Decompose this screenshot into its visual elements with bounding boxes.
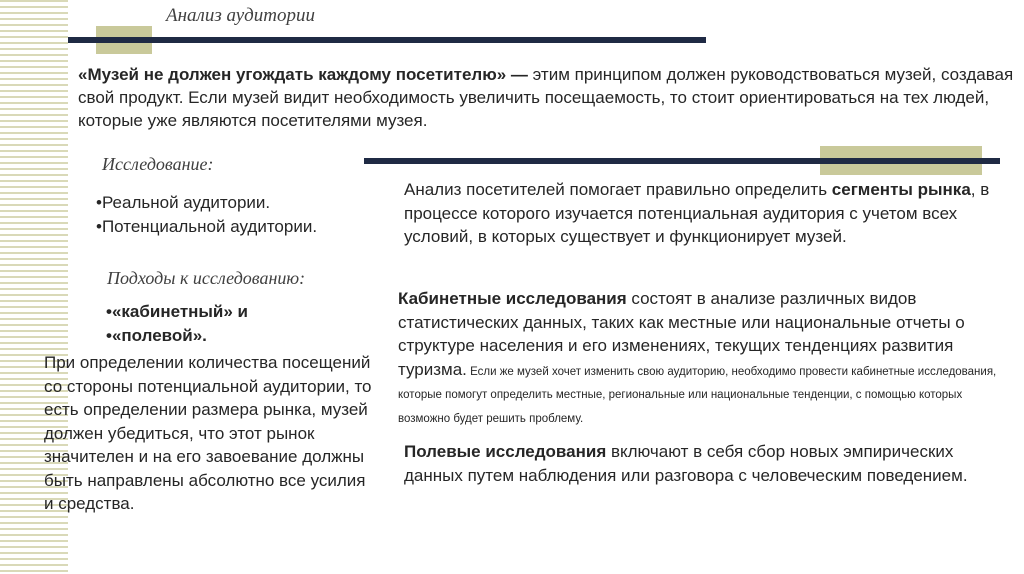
field-research-paragraph (404, 440, 994, 487)
field-research-text: включают в себя сбор новых эмпирических данных путем наблюдения или разговора с человеческим поведением. (404, 442, 968, 485)
segments-before: Анализ посетителей помогает правильно определить (404, 180, 832, 199)
desk-research-term: Кабинетные исследования (398, 289, 627, 308)
segments-after: , в процессе которого изучается потенциальная аудитория с учетом всех условий, в которых существует и функционирует музей. (404, 180, 990, 246)
desk-research-paragraph (398, 287, 998, 428)
research-heading: Исследование: (102, 154, 214, 174)
approach-item-desk: •«кабинетный» и (106, 302, 249, 321)
approaches-list (106, 300, 366, 348)
page-title: Анализ аудитории (166, 5, 315, 26)
intro-quote: «Музей не должен угождать каждому посетителю» — (78, 65, 528, 84)
divider-bar-right (364, 158, 1000, 164)
desk-research-text: состоят в анализе различных видов статистических данных, таких как местные или национальные отчеты о структуре населения и его изменениях, текущих тенденциях развития туризма. (398, 289, 965, 379)
approach-item-field: •«полевой». (106, 326, 207, 345)
market-size-paragraph: При определении количества посещений со стороны потенциальной аудитории, то есть определении размера рынка, музей должен убедиться, что этот рынок значителен и на его завоевание должны быть направлены абсолютно все усилия и средства. (44, 353, 372, 513)
research-item-potential: •Потенциальной аудитории. (96, 217, 318, 236)
approaches-heading: Подходы к исследованию: (107, 268, 306, 288)
research-list (96, 191, 376, 239)
field-research-term: Полевые исследования (404, 442, 607, 461)
intro-rest: этим принципом должен руководствоваться музей, создавая свой продукт. Если музей видит необходимость увеличить посещаемость, то стоит ориентироваться на тех людей, которые уже являются посетителями музея. (78, 65, 1014, 130)
divider-bar-top (68, 37, 706, 43)
desk-research-note: Если же музей хочет изменить свою аудиторию, необходимо провести кабинетные исследования, которые помогут определить местные, региональные или национальные тенденции, с помощью которых возможно будет решить проблему. (398, 365, 997, 425)
segments-paragraph (404, 178, 994, 249)
research-item-real: •Реальной аудитории. (96, 193, 271, 212)
intro-paragraph (78, 63, 1018, 132)
segments-bold: сегменты рынка (831, 180, 971, 199)
